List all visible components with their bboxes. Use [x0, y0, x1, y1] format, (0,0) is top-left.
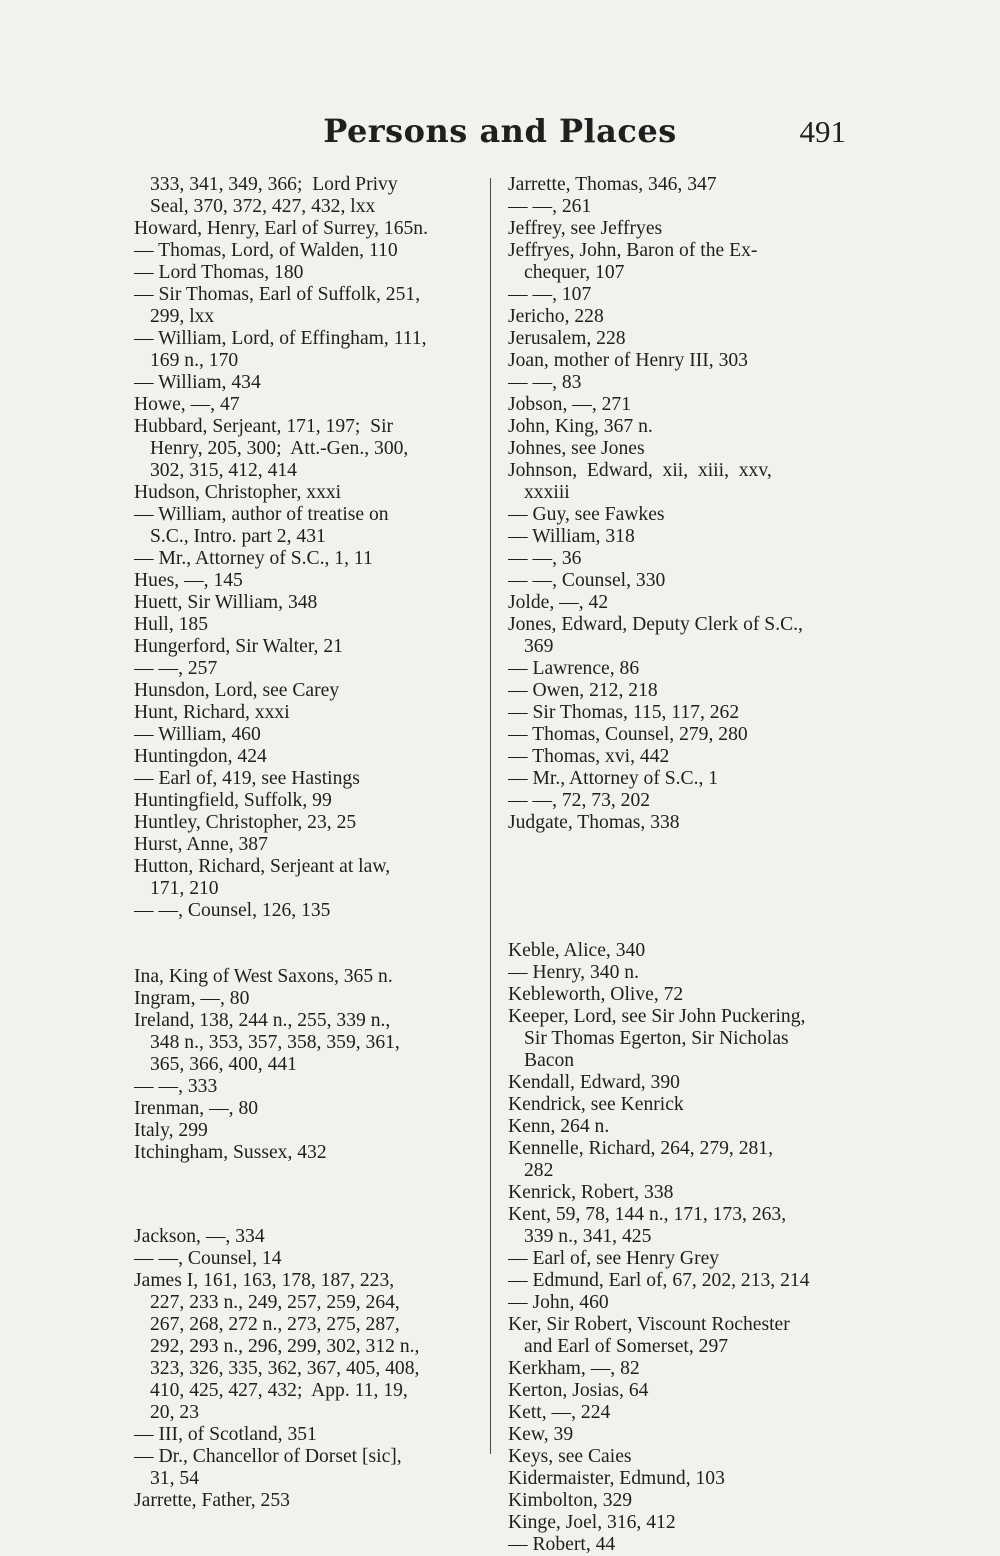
index-entry: — William, 318: [508, 526, 635, 547]
index-entry: — Dr., Chancellor of Dorset [sic],: [134, 1446, 402, 1467]
index-entry: Hunt, Richard, xxxi: [134, 702, 290, 723]
index-entry: — —, 107: [508, 284, 592, 305]
index-entry: — Edmund, Earl of, 67, 202, 213, 214: [508, 1270, 810, 1291]
index-entry: — —, 83: [508, 372, 582, 393]
index-entry: James I, 161, 163, 178, 187, 223,: [134, 1270, 395, 1291]
index-entry: Joan, mother of Henry III, 303: [508, 350, 748, 371]
index-entry-continuation: 282: [524, 1160, 554, 1181]
index-entry: Jackson, —, 334: [134, 1226, 265, 1247]
index-entry: Jarrette, Thomas, 346, 347: [508, 174, 717, 195]
index-entry-continuation: 20, 23: [150, 1402, 199, 1423]
index-entry: Italy, 299: [134, 1120, 208, 1141]
index-entry-continuation: 339 n., 341, 425: [524, 1226, 652, 1247]
index-entry: — —, 257: [134, 658, 218, 679]
index-column-right: [508, 174, 850, 1556]
index-entry-continuation: 410, 425, 427, 432; App. 11, 19,: [150, 1380, 408, 1401]
index-entry: Kew, 39: [508, 1424, 574, 1445]
index-entry-continuation: 292, 293 n., 296, 299, 302, 312 n.,: [150, 1336, 420, 1357]
index-entry: Hudson, Christopher, xxxi: [134, 482, 342, 503]
index-entry: — William, 434: [134, 372, 261, 393]
index-entry: Kent, 59, 78, 144 n., 171, 173, 263,: [508, 1204, 787, 1225]
section-gap: [508, 896, 850, 940]
index-entry: — Mr., Attorney of S.C., 1: [508, 768, 719, 789]
index-entry-continuation: S.C., Intro. part 2, 431: [150, 526, 326, 547]
section-gap: [508, 834, 850, 896]
index-entry: Kennelle, Richard, 264, 279, 281,: [508, 1138, 774, 1159]
index-entry: Judgate, Thomas, 338: [508, 812, 680, 833]
index-entry: Ina, King of West Saxons, 365 n.: [134, 966, 393, 987]
index-entry: Jobson, —, 271: [508, 394, 632, 415]
index-entry-continuation: Henry, 205, 300; Att.-Gen., 300,: [150, 438, 409, 459]
index-entry: Hutton, Richard, Serjeant at law,: [134, 856, 391, 877]
index-entry: Jeffrey, see Jeffryes: [508, 218, 663, 239]
index-entry-continuation: 299, lxx: [150, 306, 215, 327]
index-entry: Huntingdon, 424: [134, 746, 267, 767]
index-entry: Kimbolton, 329: [508, 1490, 633, 1511]
index-entry: Kinge, Joel, 316, 412: [508, 1512, 676, 1533]
running-title: Persons and Places: [323, 112, 677, 150]
index-entry: Jericho, 228: [508, 306, 604, 327]
index-entry: — —, 36: [508, 548, 582, 569]
index-entry-continuation: 369: [524, 636, 554, 657]
index-entry: Ingram, —, 80: [134, 988, 250, 1009]
index-entry-continuation: Seal, 370, 372, 427, 432, lxx: [150, 196, 376, 217]
index-entry-continuation: and Earl of Somerset, 297: [524, 1336, 729, 1357]
index-entry: Huntingfield, Suffolk, 99: [134, 790, 332, 811]
index-entry: Jeffryes, John, Baron of the Ex-: [508, 240, 758, 261]
index-entry: — Owen, 212, 218: [508, 680, 658, 701]
index-entry: Huett, Sir William, 348: [134, 592, 318, 613]
column-divider: [490, 178, 491, 1454]
index-entry-continuation: xxxiii: [524, 482, 570, 503]
index-entry: Kerton, Josias, 64: [508, 1380, 649, 1401]
index-entry: Kendrick, see Kenrick: [508, 1094, 684, 1115]
index-entry: Itchingham, Sussex, 432: [134, 1142, 327, 1163]
index-entry-continuation: chequer, 107: [524, 262, 625, 283]
index-entry: — Earl of, see Henry Grey: [508, 1248, 720, 1269]
index-entry: Kebleworth, Olive, 72: [508, 984, 684, 1005]
index-entry: Hunsdon, Lord, see Carey: [134, 680, 340, 701]
index-entry: — —, 261: [508, 196, 592, 217]
index-entry: — —, Counsel, 14: [134, 1248, 282, 1269]
index-entry: Jones, Edward, Deputy Clerk of S.C.,: [508, 614, 803, 635]
index-entry: Ker, Sir Robert, Viscount Rochester: [508, 1314, 790, 1335]
index-entry: Hull, 185: [134, 614, 209, 635]
index-entry: Johnson, Edward, xii, xiii, xxv,: [508, 460, 772, 481]
index-entry: — William, author of treatise on: [134, 504, 389, 525]
index-entry: — William, Lord, of Effingham, 111,: [134, 328, 427, 349]
index-entry: — Lord Thomas, 180: [134, 262, 304, 283]
index-entry: Howe, —, 47: [134, 394, 240, 415]
index-entry: Irenman, —, 80: [134, 1098, 259, 1119]
index-entry: — Thomas, xvi, 442: [508, 746, 670, 767]
index-entry: — —, 333: [134, 1076, 218, 1097]
index-entry: — William, 460: [134, 724, 261, 745]
index-entry: — Thomas, Lord, of Walden, 110: [134, 240, 398, 261]
index-entry: — Sir Thomas, 115, 117, 262: [508, 702, 740, 723]
index-entry: — —, Counsel, 126, 135: [134, 900, 331, 921]
index-entry: Keble, Alice, 340: [508, 940, 646, 961]
index-entry: Keys, see Caies: [508, 1446, 632, 1467]
index-entry: Hurst, Anne, 387: [134, 834, 268, 855]
index-entry: — —, Counsel, 330: [508, 570, 666, 591]
index-entry: Kenn, 264 n.: [508, 1116, 610, 1137]
index-entry-continuation: 169 n., 170: [150, 350, 239, 371]
page-header: [0, 106, 1000, 156]
index-entry: — Mr., Attorney of S.C., 1, 11: [134, 548, 373, 569]
index-entry: Johnes, see Jones: [508, 438, 645, 459]
index-entry-continuation: Bacon: [524, 1050, 575, 1071]
index-entry: Huntley, Christopher, 23, 25: [134, 812, 357, 833]
index-entry-continuation: 31, 54: [150, 1468, 199, 1489]
index-entry: — Robert, 44: [508, 1534, 616, 1555]
index-entry-continuation: 302, 315, 412, 414: [150, 460, 297, 481]
index-entry-continuation: Sir Thomas Egerton, Sir Nicholas: [524, 1028, 789, 1049]
index-entry: Ireland, 138, 244 n., 255, 339 n.,: [134, 1010, 391, 1031]
index-entry: Jarrette, Father, 253: [134, 1490, 290, 1511]
index-entry-continuation: 365, 366, 400, 441: [150, 1054, 297, 1075]
index-entry: Hubbard, Serjeant, 171, 197; Sir: [134, 416, 394, 437]
index-entry: Kett, —, 224: [508, 1402, 611, 1423]
index-entry: — III, of Scotland, 351: [134, 1424, 317, 1445]
section-gap: [134, 1164, 480, 1226]
index-entry: — —, 72, 73, 202: [508, 790, 651, 811]
index-entry: — Earl of, 419, see Hastings: [134, 768, 360, 789]
index-entry: Keeper, Lord, see Sir John Puckering,: [508, 1006, 806, 1027]
index-entry: Hungerford, Sir Walter, 21: [134, 636, 343, 657]
index-entry: Hues, —, 145: [134, 570, 243, 591]
index-entry: — John, 460: [508, 1292, 609, 1313]
index-entry: Kidermaister, Edmund, 103: [508, 1468, 725, 1489]
index-entry: Jerusalem, 228: [508, 328, 626, 349]
index-entry-continuation: 267, 268, 272 n., 273, 275, 287,: [150, 1314, 400, 1335]
index-entry: — Sir Thomas, Earl of Suffolk, 251,: [134, 284, 421, 305]
index-entry: — Thomas, Counsel, 279, 280: [508, 724, 748, 745]
index-entry-continuation: 348 n., 353, 357, 358, 359, 361,: [150, 1032, 400, 1053]
index-entry: Kerkham, —, 82: [508, 1358, 640, 1379]
index-column-left: [134, 174, 480, 1512]
index-entry: Howard, Henry, Earl of Surrey, 165n.: [134, 218, 429, 239]
index-entry: — Henry, 340 n.: [508, 962, 639, 983]
index-entry: John, King, 367 n.: [508, 416, 653, 437]
index-entry: Kendall, Edward, 390: [508, 1072, 680, 1093]
index-entry: Kenrick, Robert, 338: [508, 1182, 674, 1203]
index-entry: — Lawrence, 86: [508, 658, 640, 679]
index-entry-continuation: 227, 233 n., 249, 257, 259, 264,: [150, 1292, 400, 1313]
index-entry: — Guy, see Fawkes: [508, 504, 665, 525]
index-entry-continuation: 323, 326, 335, 362, 367, 405, 408,: [150, 1358, 420, 1379]
index-entry-continuation: 171, 210: [150, 878, 219, 899]
index-entry-continuation: 333, 341, 349, 366; Lord Privy: [150, 174, 398, 195]
index-entry: Jolde, —, 42: [508, 592, 609, 613]
section-gap: [134, 922, 480, 966]
page-number: 491: [799, 114, 846, 149]
